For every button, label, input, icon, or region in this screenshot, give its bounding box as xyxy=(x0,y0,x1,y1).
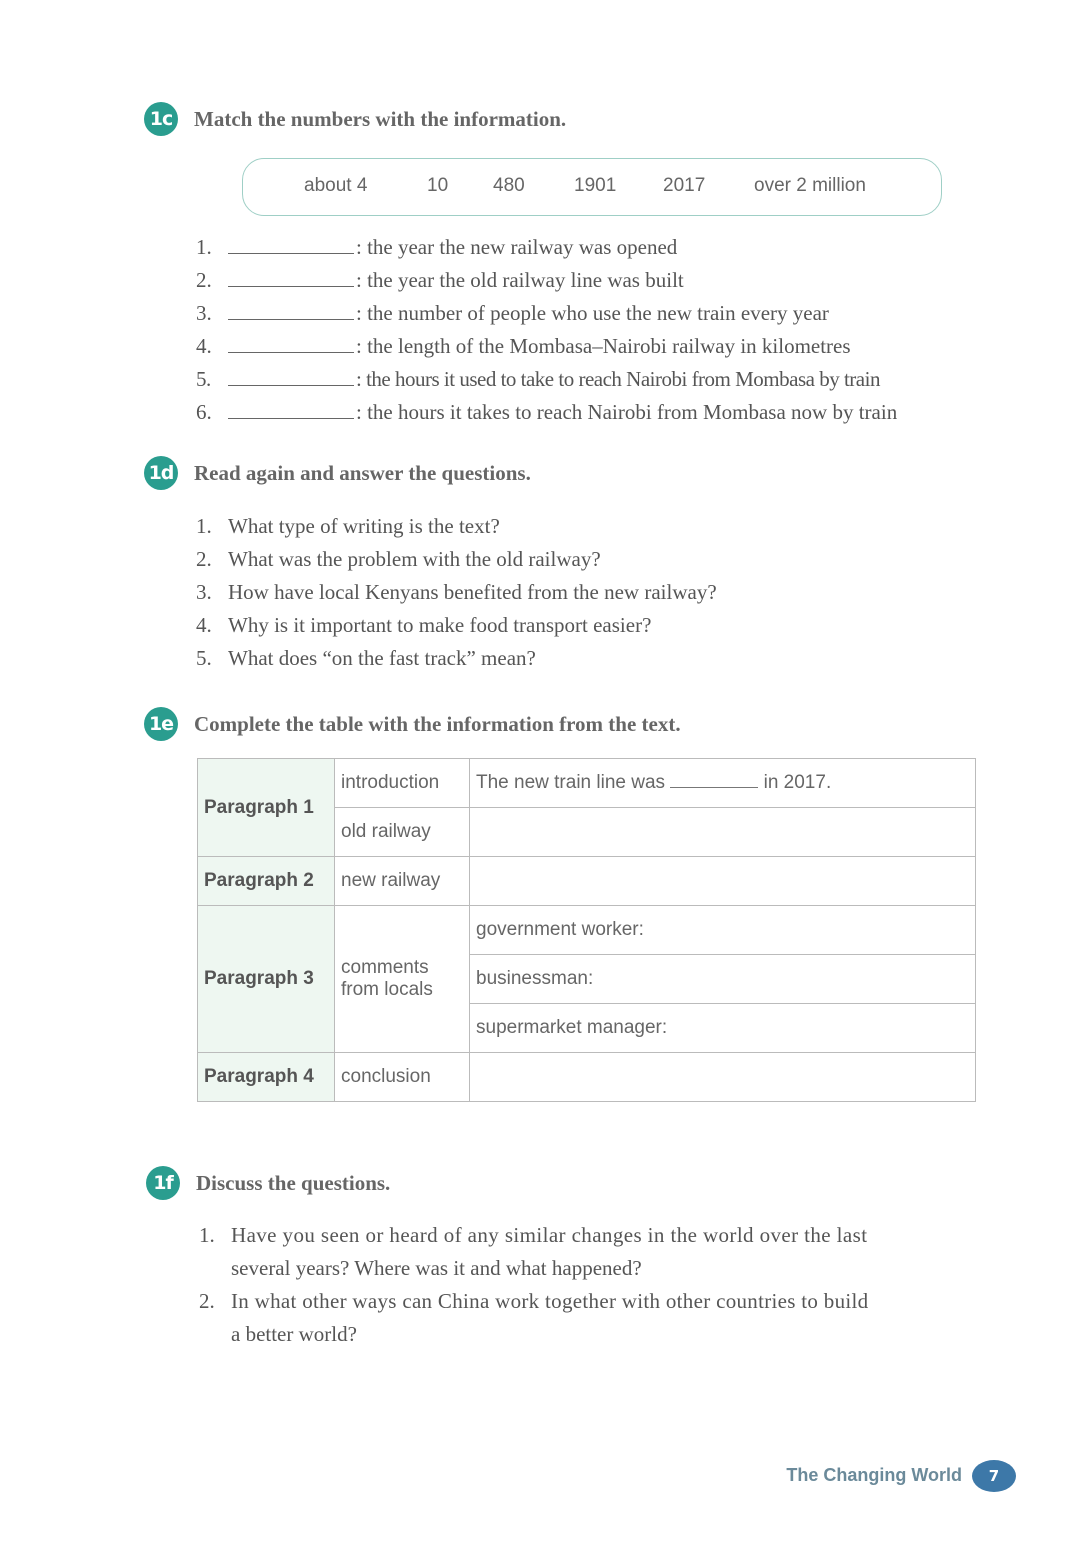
item-text: What does “on the fast track” mean? xyxy=(228,646,536,670)
item-text: Have you seen or heard of any similar changes in the world over the last xyxy=(231,1223,868,1247)
item-text: In what other ways can China work together with other countries to build xyxy=(231,1289,869,1313)
answer-blank[interactable] xyxy=(670,773,758,788)
question-item xyxy=(196,613,651,638)
item-text: : the hours it used to take to reach Nairobi from Mombasa by train xyxy=(356,367,880,391)
row-header: Paragraph 3 xyxy=(198,906,335,1053)
answer-cell[interactable] xyxy=(470,857,976,906)
word-option: 2017 xyxy=(663,175,706,196)
answer-blank[interactable] xyxy=(228,303,354,320)
item-text: : the year the new railway was opened xyxy=(356,235,678,259)
exercise-title: Match the numbers with the information. xyxy=(194,106,567,131)
topic-cell: old railway xyxy=(335,808,470,857)
exercise-badge: 1f xyxy=(146,1166,180,1200)
answer-blank[interactable] xyxy=(228,237,354,254)
word-option: about 4 xyxy=(304,175,368,196)
exercise-badge: 1e xyxy=(144,707,178,741)
item-number: 1. xyxy=(196,235,212,259)
cell-text: in 2017. xyxy=(763,772,832,793)
row-header: Paragraph 1 xyxy=(198,759,335,857)
item-number: 3. xyxy=(196,301,212,325)
item-number: 4. xyxy=(196,334,212,358)
topic-cell: comments from locals xyxy=(335,906,470,1053)
cell-text: The new train line was xyxy=(476,772,666,793)
item-number: 3. xyxy=(196,580,212,604)
match-item xyxy=(196,400,897,425)
paragraph-table xyxy=(197,758,976,1102)
answer-cell[interactable] xyxy=(470,1053,976,1102)
item-number: 4. xyxy=(196,613,212,637)
exercise-1d-heading xyxy=(144,456,531,490)
word-option: 10 xyxy=(427,175,449,196)
match-item xyxy=(196,301,829,326)
exercise-1f-heading xyxy=(146,1166,390,1200)
match-item xyxy=(196,367,880,392)
footer-unit-title: The Changing World xyxy=(786,1465,962,1485)
question-item xyxy=(196,547,601,572)
word-option: 480 xyxy=(493,175,525,196)
answer-cell[interactable] xyxy=(470,759,976,808)
answer-blank[interactable] xyxy=(228,270,354,287)
question-item xyxy=(196,514,500,539)
item-text: : the hours it takes to reach Nairobi from Mombasa now by train xyxy=(356,400,898,424)
question-item xyxy=(196,646,536,671)
exercise-1c-heading xyxy=(144,102,566,136)
item-text: Why is it important to make food transport easier? xyxy=(228,613,652,637)
match-item xyxy=(196,235,677,260)
item-text: What type of writing is the text? xyxy=(228,514,500,538)
item-number: 6. xyxy=(196,400,212,424)
item-text: : the year the old railway line was built xyxy=(356,268,684,292)
item-number: 2. xyxy=(199,1289,215,1313)
item-text: : the length of the Mombasa–Nairobi railway in kilometres xyxy=(356,334,851,358)
answer-blank[interactable] xyxy=(228,369,354,386)
item-number: 2. xyxy=(196,547,212,571)
row-header: Paragraph 4 xyxy=(198,1053,335,1102)
item-text: : the number of people who use the new train every year xyxy=(356,301,829,325)
item-text: How have local Kenyans benefited from the new railway? xyxy=(228,580,717,604)
item-text-continued: a better world? xyxy=(231,1322,357,1346)
item-text-continued: several years? Where was it and what happened? xyxy=(231,1256,642,1280)
exercise-title: Complete the table with the information from the text. xyxy=(194,711,681,736)
item-number: 2. xyxy=(196,268,212,292)
answer-blank[interactable] xyxy=(228,402,354,419)
word-option: over 2 million xyxy=(754,175,866,196)
match-item xyxy=(196,334,851,359)
item-text: What was the problem with the old railway? xyxy=(228,547,601,571)
answer-cell[interactable]: government worker: xyxy=(470,906,976,955)
item-number: 1. xyxy=(196,514,212,538)
answer-blank[interactable] xyxy=(228,336,354,353)
topic-cell: conclusion xyxy=(335,1053,470,1102)
exercise-badge: 1c xyxy=(144,102,178,136)
exercise-title: Read again and answer the questions. xyxy=(194,460,531,485)
row-header: Paragraph 2 xyxy=(198,857,335,906)
item-number: 5. xyxy=(196,367,211,391)
topic-cell: new railway xyxy=(335,857,470,906)
answer-cell[interactable]: supermarket manager: xyxy=(470,1004,976,1053)
topic-cell: introduction xyxy=(335,759,470,808)
item-number: 5. xyxy=(196,646,212,670)
exercise-1e-heading xyxy=(144,707,681,741)
discussion-item xyxy=(199,1223,867,1248)
item-number: 1. xyxy=(199,1223,215,1247)
match-item xyxy=(196,268,684,293)
discussion-item xyxy=(199,1289,868,1314)
word-option: 1901 xyxy=(574,175,617,196)
exercise-title: Discuss the questions. xyxy=(196,1170,391,1195)
answer-cell[interactable] xyxy=(470,808,976,857)
page-number: 7 xyxy=(972,1460,1016,1492)
answer-cell[interactable]: businessman: xyxy=(470,955,976,1004)
exercise-badge: 1d xyxy=(144,456,178,490)
question-item xyxy=(196,580,717,605)
